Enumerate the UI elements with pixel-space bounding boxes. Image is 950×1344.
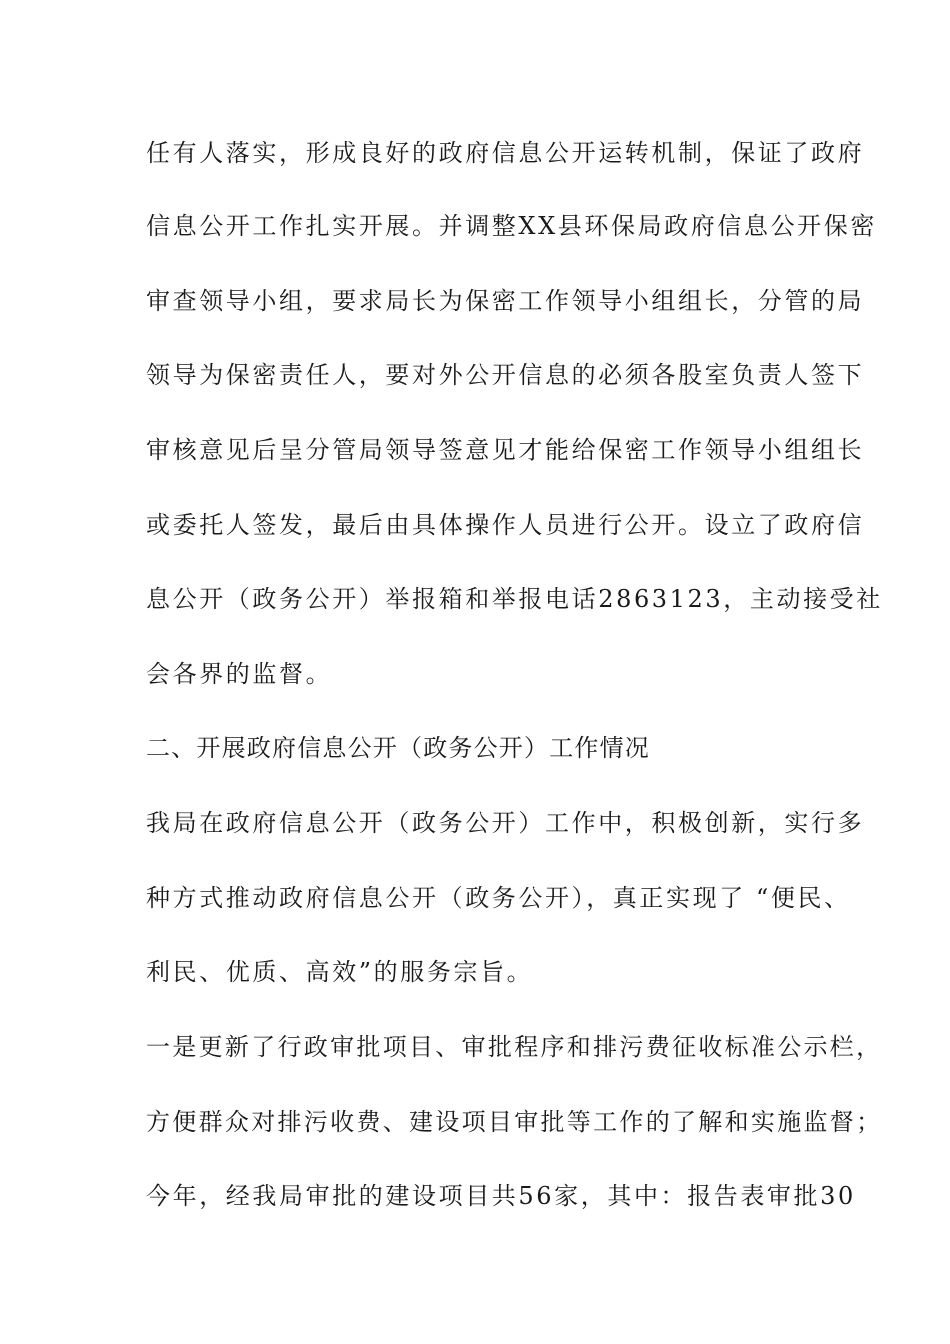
text-line: 方便群众对排污收费、建设项目审批等工作的了解和实施监督； <box>146 1108 883 1136</box>
text-line: 种方式推动政府信息公开（政务公开），真正实现了 “便民、 <box>146 884 851 912</box>
text-line: 一是更新了行政审批项目、审批程序和排污费征收标准公示栏， <box>146 1033 883 1061</box>
text-line: 信息公开工作扎实开展。并调整XX县环保局政府信息公开保密 <box>146 212 877 240</box>
text-line: 或委托人签发，最后由具体操作人员进行公开。设立了政府信 <box>146 511 865 539</box>
text-line: 审核意见后呈分管局领导签意见才能给保密工作领导小组组长 <box>146 436 865 464</box>
text-line: 我局在政府信息公开（政务公开）工作中，积极创新，实行多 <box>146 809 865 837</box>
text-line: 会各界的监督。 <box>146 660 333 688</box>
text-line: 今年，经我局审批的建设项目共56家，其中：报告表审批30 <box>146 1182 856 1210</box>
text-line: 利民、优质、高效”的服务宗旨。 <box>146 958 534 986</box>
text-line: 审查领导小组，要求局长为保密工作领导小组组长，分管的局 <box>146 287 865 315</box>
text-line: 息公开（政务公开）举报箱和举报电话2863123，主动接受社 <box>146 585 883 613</box>
text-line: 任有人落实，形成良好的政府信息公开运转机制，保证了政府 <box>146 139 865 167</box>
section-heading: 二、开展政府信息公开（政务公开）工作情况 <box>146 734 650 762</box>
text-line: 领导为保密责任人，要对外公开信息的必须各股室负责人签下 <box>146 361 865 389</box>
